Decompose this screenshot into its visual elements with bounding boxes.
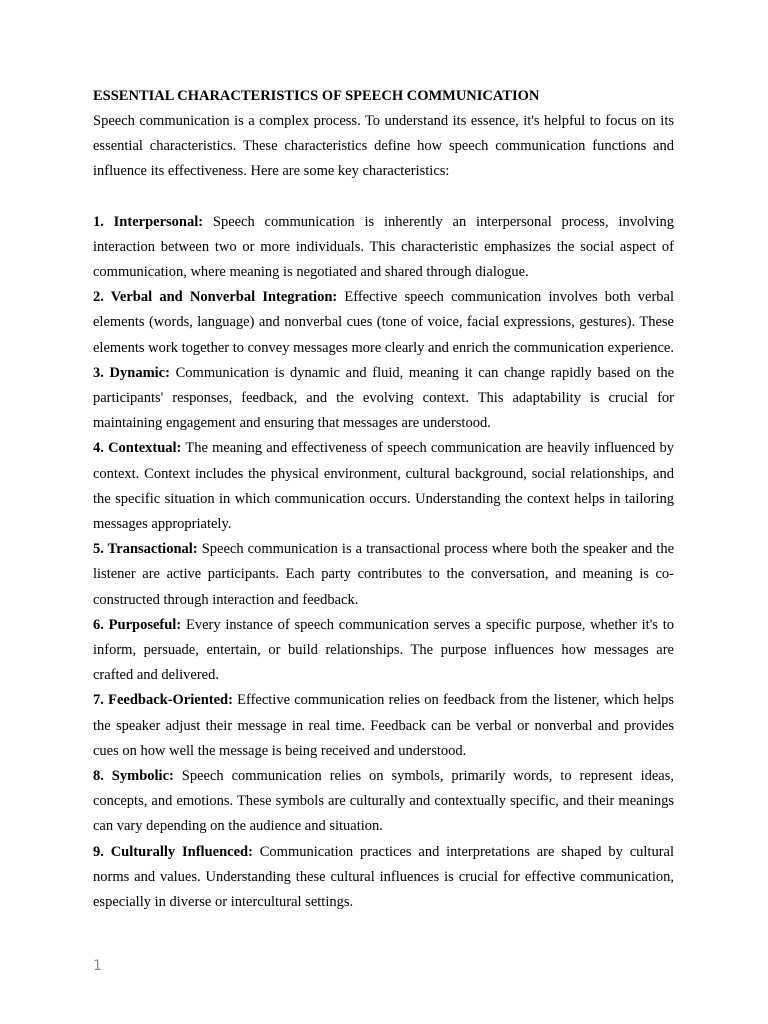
characteristic-item [93,840,674,916]
characteristic-term: 4. Contextual: [93,440,182,457]
characteristic-text: Speech communication relies on symbols, primarily words, to represent ideas, concepts, and emotions. These symbols are culturally and contextually specific, and their meanings can vary depending on the audience and situation. [93,768,674,835]
characteristic-text: Every instance of speech communication serves a specific purpose, whether it's to inform, persuade, entertain, or build relationships. The purpose influences how messages are crafted and delivered. [93,616,675,684]
characteristic-item [93,285,674,361]
characteristic-text: Communication practices and interpretations are shaped by cultural norms and values. Understanding these cultural influences is crucial for effective communication, especially in diverse or intercultural settings. [93,843,675,911]
characteristic-item [93,688,674,764]
characteristic-text: Communication is dynamic and fluid, meaning it can change rapidly based on the participants' responses, feedback, and the evolving context. This adaptability is crucial for maintaining engagement and ensuring that messages are understood. [93,364,675,432]
characteristic-term: 2. Verbal and Nonverbal Integration: [93,289,338,306]
characteristic-term: 1. Interpersonal: [93,213,204,230]
characteristic-term: 9. Culturally Influenced: [93,843,253,860]
intro-paragraph: Speech communication is a complex process. To understand its essence, it's helpful to focus on its essential characteristics. These characteristics define how speech communication functions and influence its effectiveness. Here are some key characteristics: [93,113,674,180]
characteristic-term: 6. Purposeful: [93,616,182,633]
characteristic-term: 8. Symbolic: [93,768,174,785]
page-number: 1 [93,958,102,974]
document-title: ESSENTIAL CHARACTERISTICS OF SPEECH COMMUNICATION [93,88,540,104]
characteristic-term: 3. Dynamic: [93,364,170,381]
characteristic-item [93,436,674,537]
characteristic-text: Speech communication is a transactional process where both the speaker and the listener are active participants. Each party contributes to the conversation, and meaning is co-constructed through interaction and feedback. [93,541,675,608]
characteristic-text: Speech communication is inherently an interpersonal process, involving interaction between two or more individuals. This characteristic emphasizes the social aspect of communication, where meaning is negotiated and shared through dialogue. [93,213,674,281]
characteristic-text: Effective speech communication involves both verbal elements (words, language) and nonverbal cues (tone of voice, facial expressions, gestures). These elements work together to convey messages more clearly and enrich the communication experience. [93,289,674,356]
characteristic-item [93,210,674,286]
characteristic-item [93,764,674,840]
characteristic-text: Effective communication relies on feedback from the listener, which helps the speaker adjust their message in real time. Feedback can be verbal or nonverbal and provides cues on how well the message is being received and understood. [93,692,674,759]
characteristic-term: 7. Feedback-Oriented: [93,692,233,709]
characteristic-term: 5. Transactional: [93,541,198,558]
characteristic-item [93,361,674,437]
characteristic-text: The meaning and effectiveness of speech communication are heavily influenced by context. Context includes the physical environment, cultural background, social relationships, and the specific situation in which communication occurs. Understanding the context helps in tailoring messages appropriately. [93,440,674,533]
characteristic-item [93,613,674,689]
characteristic-item [93,537,674,613]
document-page [93,84,674,915]
